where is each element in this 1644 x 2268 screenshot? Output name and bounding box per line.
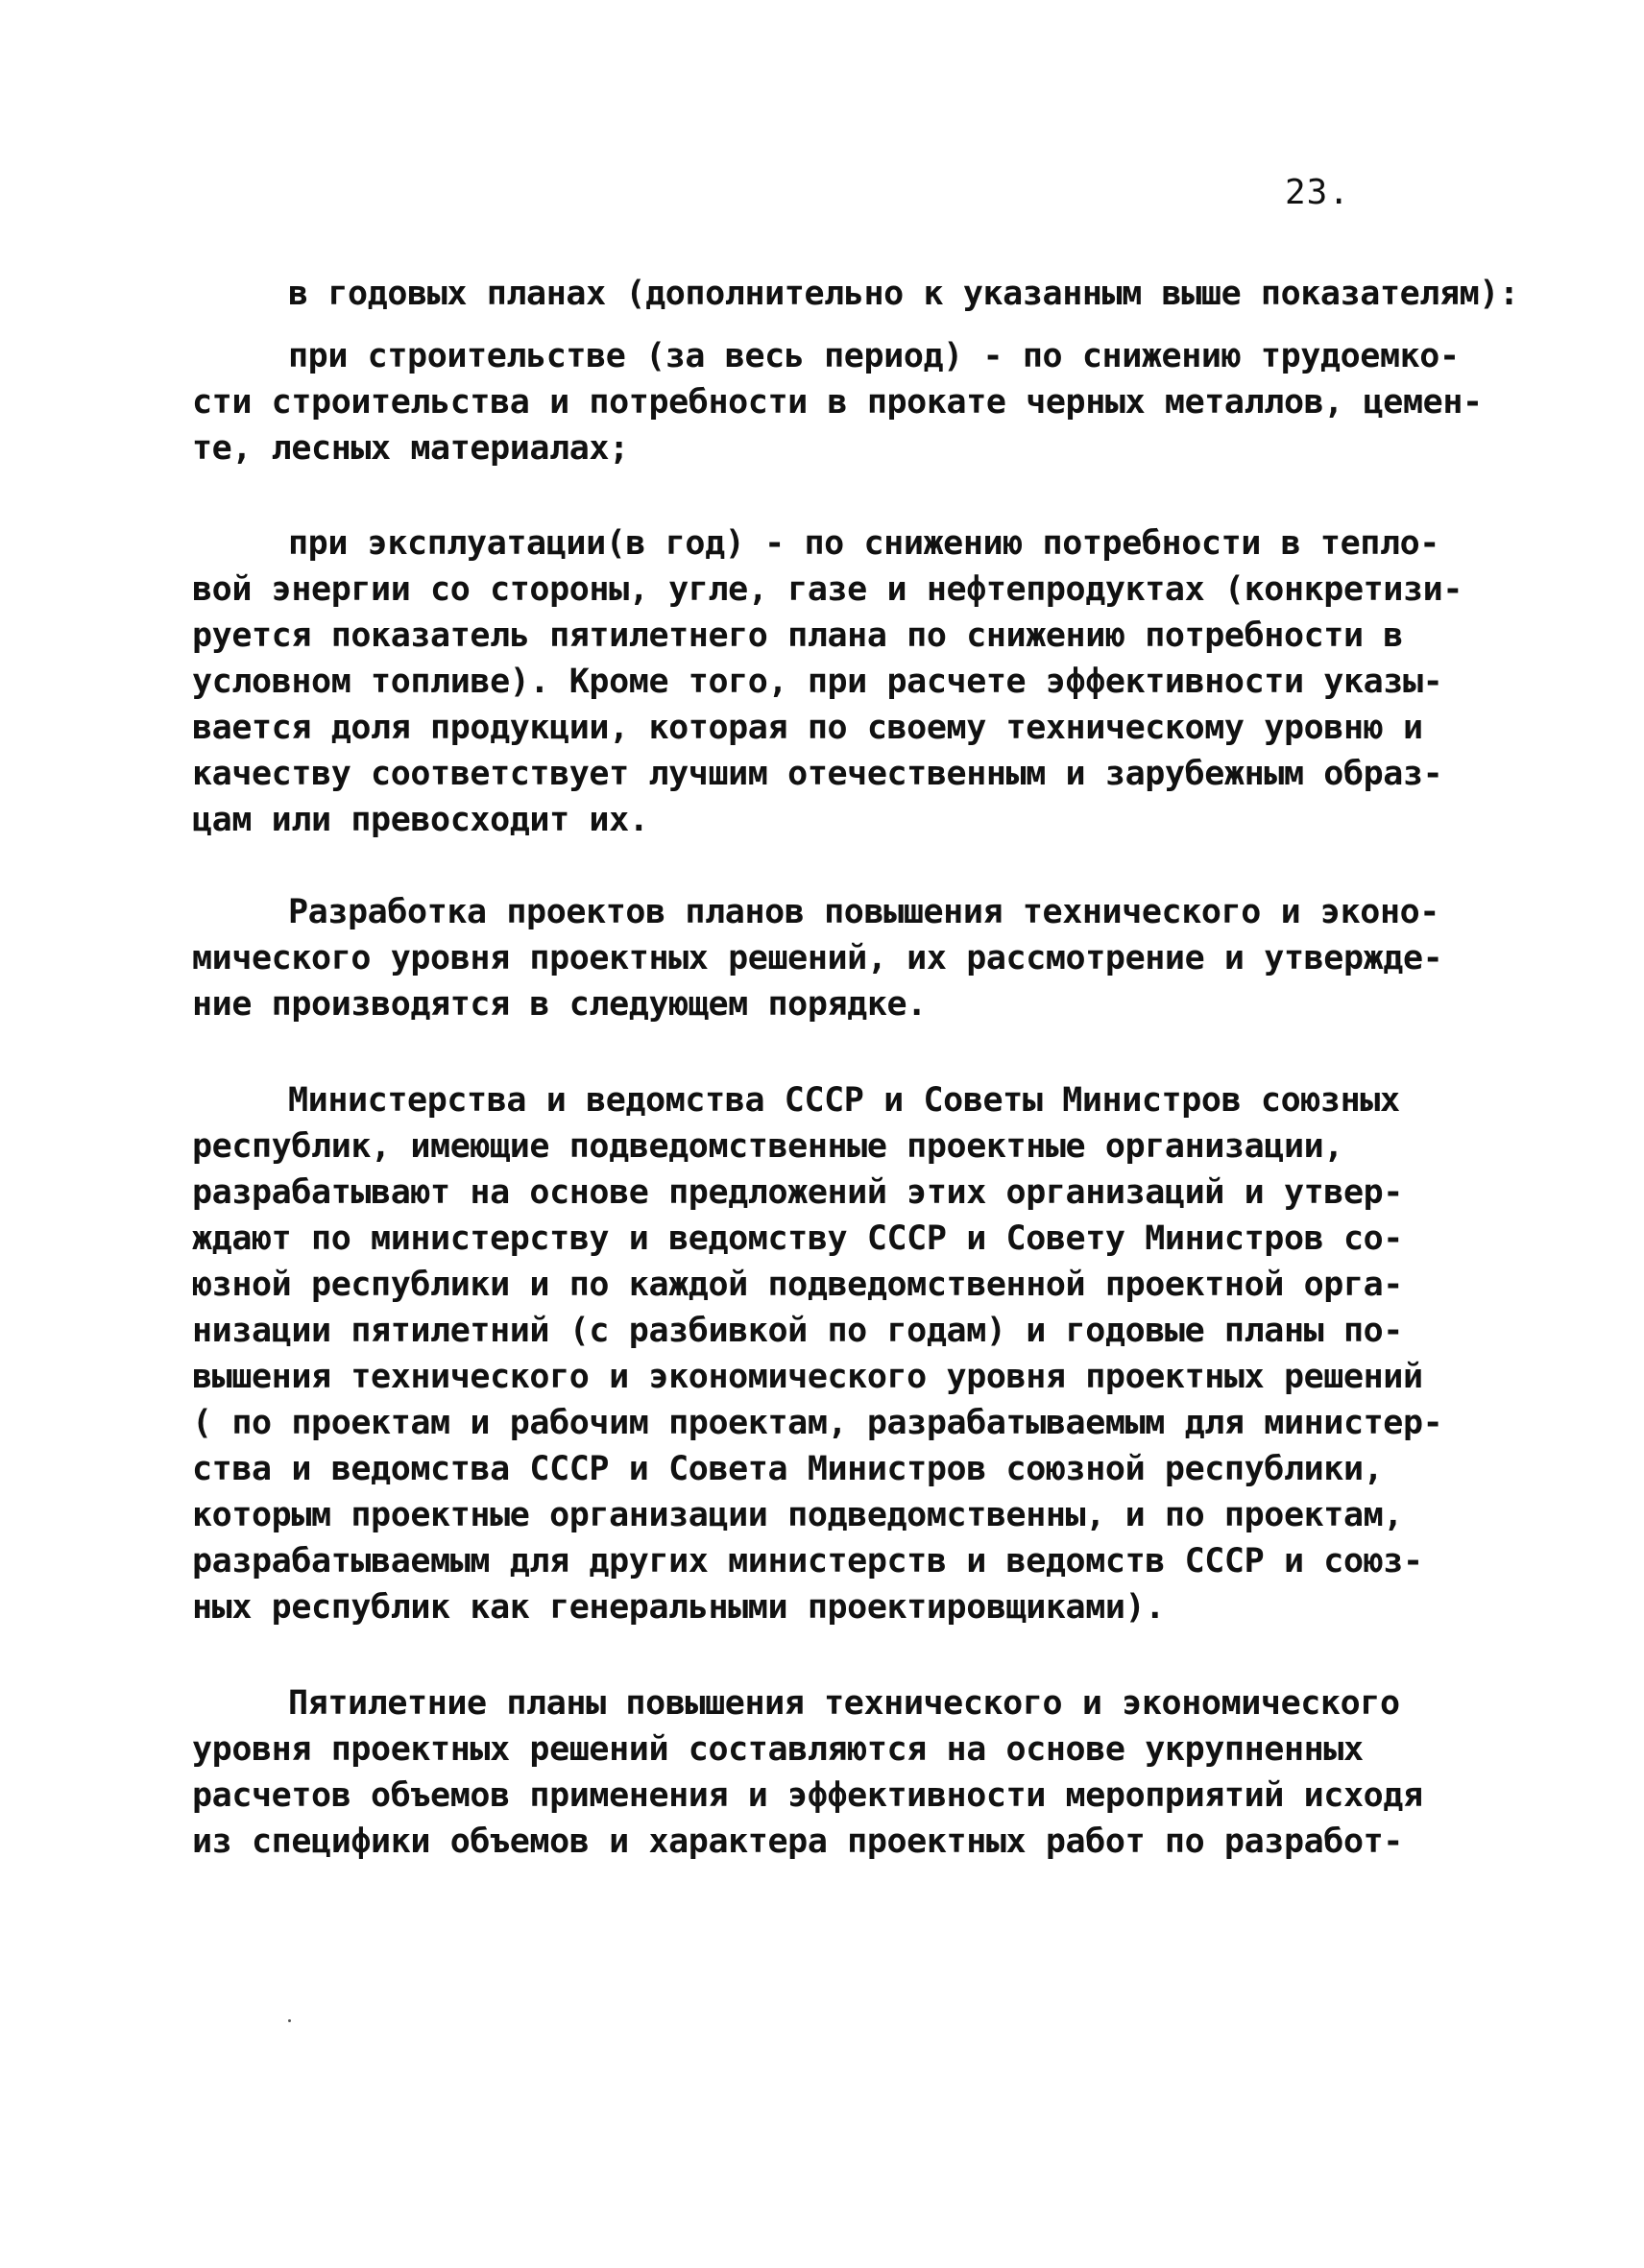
text-line: расчетов объемов применения и эффективности мероприятий исходя [192, 1776, 1423, 1815]
text-line: сти строительства и потребности в прокате черных металлов, цемен- [192, 383, 1483, 422]
text-line: Разработка проектов планов повышения технического и эконо- [288, 893, 1439, 931]
text-line: Пятилетние планы повышения технического и экономического [288, 1684, 1400, 1723]
text-line: при строительстве (за весь период) - по снижению трудоемко- [288, 337, 1460, 375]
page-number: 23. [1285, 173, 1351, 212]
text-line: в годовых планах (дополнительно к указанным выше показателям): [288, 275, 1519, 313]
text-line: те, лесных материалах; [192, 429, 629, 468]
text-line: разрабатываемым для других министерств и ведомств СССР и союз- [192, 1542, 1423, 1580]
text-line: республик, имеющие подведомственные проектные организации, [192, 1127, 1343, 1166]
text-line: разрабатывают на основе предложений этих организаций и утвер- [192, 1173, 1403, 1212]
text-line: из специфики объемов и характера проектных работ по разработ- [192, 1822, 1403, 1861]
text-line: юзной республики и по каждой подведомственной проектной орга- [192, 1266, 1403, 1304]
text-line: низации пятилетний (с разбивкой по годам) и годовые планы по- [192, 1312, 1403, 1350]
text-line: руется показатель пятилетнего плана по снижению потребности в [192, 616, 1403, 655]
text-line: которым проектные организации подведомственны, и по проектам, [192, 1496, 1403, 1534]
text-line: качеству соответствует лучшим отечественным и зарубежным образ- [192, 755, 1443, 793]
text-line: ние производятся в следующем порядке. [192, 985, 927, 1024]
text-line: ных республик как генеральными проектировщиками). [192, 1588, 1165, 1627]
text-line: мического уровня проектных решений, их рассмотрение и утвержде- [192, 939, 1443, 977]
text-line: ждают по министерству и ведомству СССР и Совету Министров со- [192, 1219, 1403, 1258]
text-line: Министерства и ведомства СССР и Советы Министров союзных [288, 1081, 1400, 1120]
text-line: цам или превосходит их. [192, 801, 649, 839]
text-line: ( по проектам и рабочим проектам, разрабатываемым для министер- [192, 1404, 1443, 1442]
scan-speck [288, 2019, 291, 2022]
text-line: условном топливе). Кроме того, при расчете эффективности указы- [192, 663, 1443, 701]
text-line: вается доля продукции, которая по своему техническому уровню и [192, 709, 1423, 747]
text-line: вой энергии со стороны, угле, газе и нефтепродуктах (конкретизи- [192, 570, 1463, 609]
text-line: при эксплуатации(в год) - по снижению потребности в тепло- [288, 524, 1439, 563]
text-line: уровня проектных решений составляются на основе укрупненных [192, 1730, 1364, 1769]
text-line: вышения технического и экономического уровня проектных решений [192, 1358, 1423, 1396]
text-line: ства и ведомства СССР и Совета Министров союзной республики, [192, 1450, 1384, 1488]
